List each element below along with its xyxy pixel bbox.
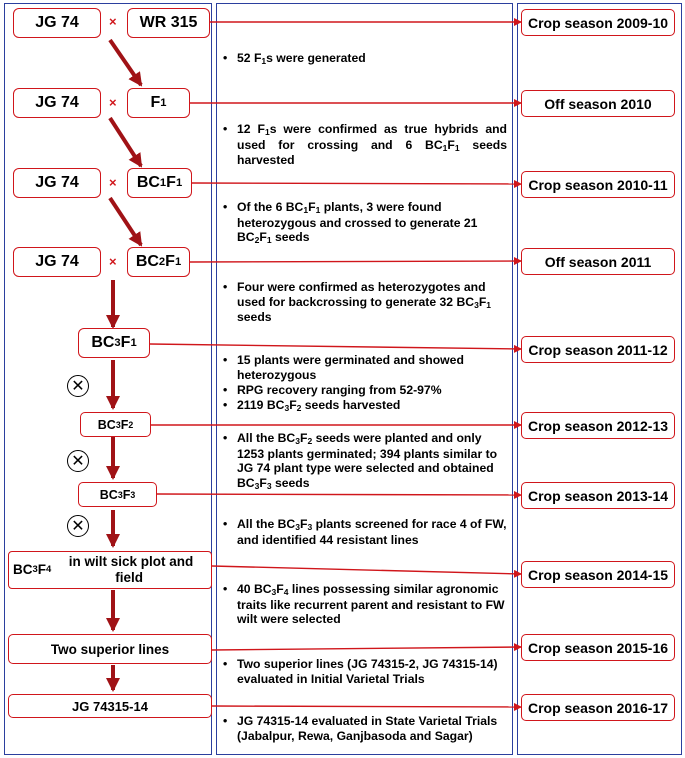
arrow-to-season-4 [190, 261, 521, 262]
cross-symbol-1: × [109, 14, 117, 29]
season-box-8: Crop season 2014-15 [521, 561, 675, 588]
generation-box-bc3f4: BC 3 F 4 in wilt sick plot and field [8, 551, 212, 589]
selfing-icon-2: ✕ [67, 450, 89, 472]
note-8 [222, 582, 507, 627]
note-1-item-1: • 52 $F_1s$ were generated [222, 51, 507, 67]
generation-box-bc3f2: BC 3 F 2 [80, 412, 151, 437]
note-6-item-1: • All the $BC_3F_2$ seeds were planted and only 1253 plants germinated; 394 plants similar to JG 74 plant type were selected and obtained $BC_3F_3$ seeds [222, 431, 507, 492]
arrow-to-season-3 [192, 183, 521, 184]
cross-arrow-2 [110, 118, 141, 166]
note-3-item-1: • Of the 6 $BC_1F_1$ plants, 3 were found heterozygous and crossed to generate 21 $BC_2F_1$ seeds [222, 200, 507, 246]
parent-box-1: JG 74 [13, 8, 101, 38]
season-box-10: Crop season 2016-17 [521, 694, 675, 721]
cross-arrow-3 [110, 198, 141, 245]
note-10 [222, 714, 507, 744]
note-5-item-1: • 15 plants were germinated and showed heterozygous [222, 353, 507, 383]
parent-box-4: JG 74 [13, 247, 101, 277]
note-5 [222, 353, 507, 413]
cross-arrow-1 [110, 40, 141, 85]
season-box-6: Crop season 2012-13 [521, 412, 675, 439]
parent-box-2: JG 74 [13, 88, 101, 118]
parent-box-3: JG 74 [13, 168, 101, 198]
arrow-to-season-5 [150, 344, 521, 349]
note-4-item-1: • Four were confirmed as heterozygotes and used for backcrossing to generate 32 $BC_3F_1$ seeds [222, 280, 507, 325]
season-box-3: Crop season 2010-11 [521, 171, 675, 198]
note-3 [222, 200, 507, 246]
arrow-to-season-8 [212, 566, 521, 574]
generation-box-superior-lines: Two superior lines [8, 634, 212, 664]
note-7-item-1: • All the $BC_3F_3$ plants screened for race 4 of FW, and identified 44 resistant lines [222, 517, 507, 547]
generation-box-jg74315-14: JG 74315-14 [8, 694, 212, 718]
note-1 [222, 51, 507, 67]
note-2 [222, 122, 507, 168]
note-5-item-3: • 2119 $BC_3F_2$ seeds harvested [222, 398, 507, 414]
season-box-2: Off season 2010 [521, 90, 675, 117]
note-6 [222, 431, 507, 492]
generation-box-bc3f1: BC 3 F 1 [78, 328, 150, 358]
arrow-to-season-7 [157, 494, 521, 495]
note-7 [222, 517, 507, 547]
cross-symbol-4: × [109, 254, 117, 269]
cross-symbol-3: × [109, 175, 117, 190]
arrow-to-season-9 [212, 647, 521, 650]
note-2-item-1: • 12 $F_1s$ were confirmed as true hybrids and used for crossing and 6 $BC_1F_1$ seeds harvested [222, 122, 507, 168]
season-box-7: Crop season 2013-14 [521, 482, 675, 509]
season-box-1: Crop season 2009-10 [521, 9, 675, 36]
partner-box-bc1f1: BC 1 F 1 [127, 168, 192, 198]
note-10-item-1: • JG 74315-14 evaluated in State Varietal Trials (Jabalpur, Rewa, Ganjbasoda and Sagar) [222, 714, 507, 744]
partner-box-f1: F 1 [127, 88, 190, 118]
season-box-4: Off season 2011 [521, 248, 675, 275]
partner-box-bc2f1: BC 2 F 1 [127, 247, 190, 277]
note-5-item-2: • RPG recovery ranging from 52-97% [222, 383, 507, 398]
arrow-to-season-10 [212, 706, 521, 707]
note-4 [222, 280, 507, 325]
cross-symbol-2: × [109, 95, 117, 110]
selfing-icon-1: ✕ [67, 375, 89, 397]
selfing-icon-3: ✕ [67, 515, 89, 537]
note-9-item-1: • Two superior lines (JG 74315-2, JG 74315-14) evaluated in Initial Varietal Trials [222, 657, 507, 687]
season-box-5: Crop season 2011-12 [521, 336, 675, 363]
note-9 [222, 657, 507, 687]
note-8-item-1: • 40 $BC_3F_4$ lines possessing similar agronomic traits like recurrent parent and resistant to FW wilt were selected [222, 582, 507, 627]
season-box-9: Crop season 2015-16 [521, 634, 675, 661]
partner-box-wr315: WR 315 [127, 8, 210, 38]
generation-box-bc3f3: BC 3 F 3 [78, 482, 157, 507]
